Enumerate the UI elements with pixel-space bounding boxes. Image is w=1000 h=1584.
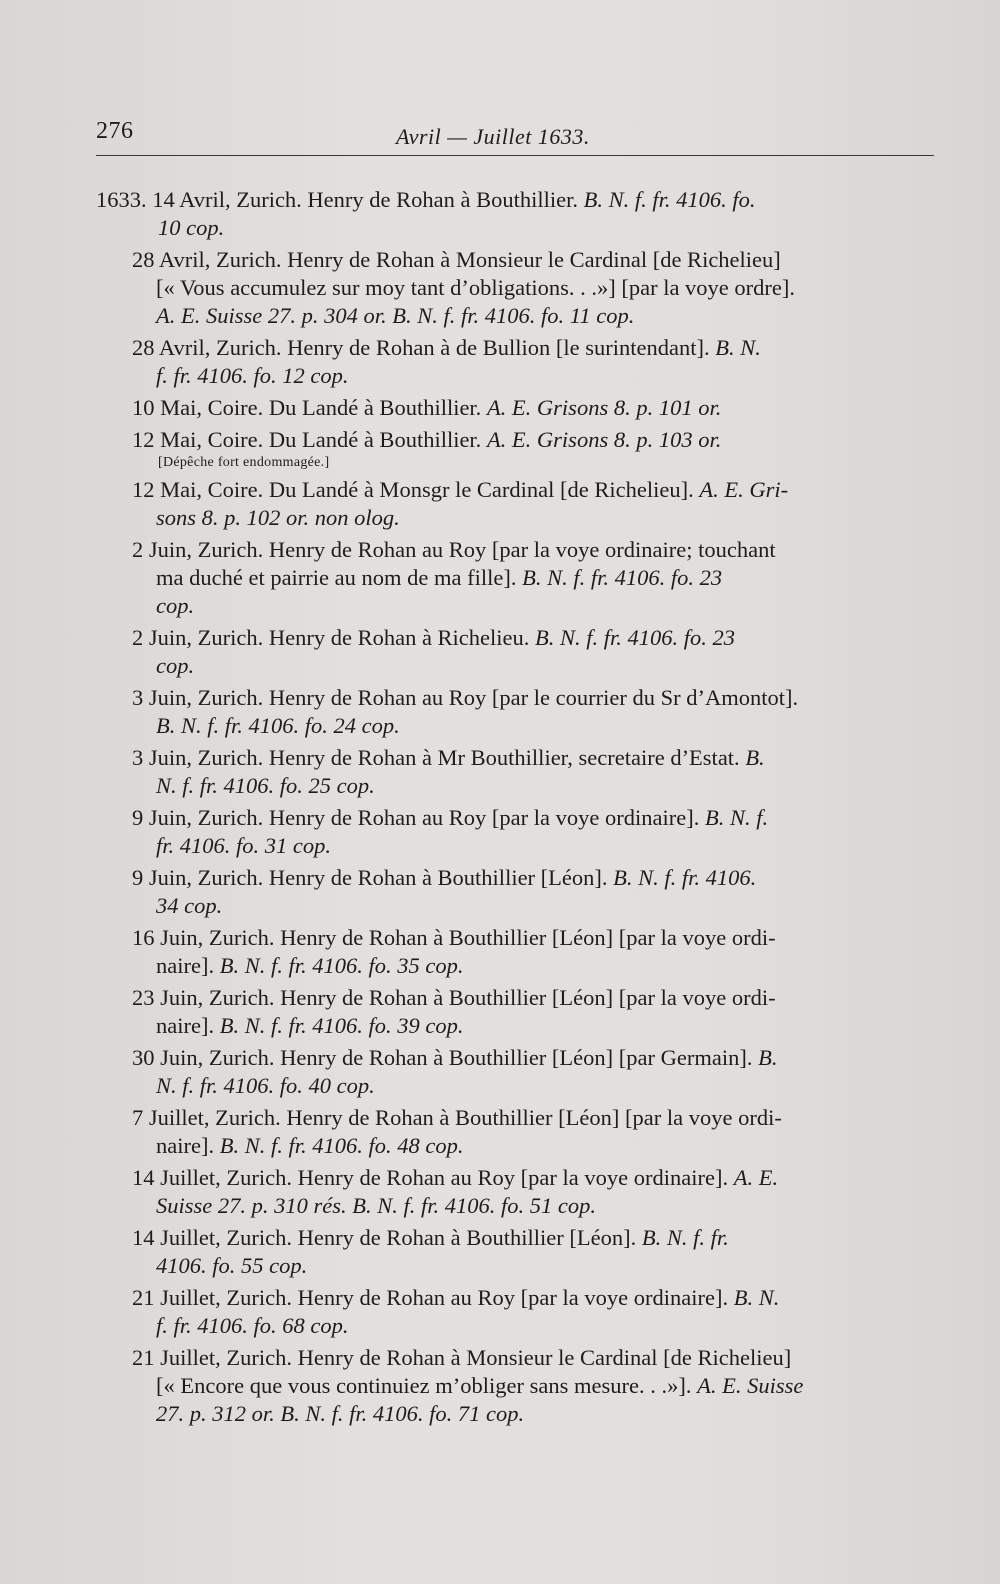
entry-line [156,302,936,330]
entry-line [156,504,936,532]
entry-reference: B. N. [733,1285,780,1310]
entry-reference: B. N. f. fr. 4106. fo. 48 cop. [219,1133,464,1158]
entry-line [156,832,936,860]
entry [96,924,936,980]
entry-reference: fr. 4106. fo. 31 cop. [156,833,332,858]
entry-line [156,652,936,680]
entry-reference: sons 8. p. 102 or. non olog. [156,505,400,530]
entry [96,804,936,860]
entry-text: 14 Juillet, Zurich. Henry de Rohan au Roy [par la voye ordinaire]. [132,1165,734,1190]
page-header [96,118,936,158]
entry-line [156,1012,936,1040]
entry-line [132,1224,936,1252]
entry-text: 23 Juin, Zurich. Henry de Rohan à Bouthillier [Léon] [par la voye ordi- [132,985,776,1010]
entry-reference: A. E. Suisse [697,1373,804,1398]
entry-line [96,186,936,214]
entry-line [156,1400,936,1428]
entry-reference: A. E. Grisons 8. p. 101 or. [486,395,722,420]
entry-reference: B. N. f. fr. 4106. fo. 39 cop. [219,1013,464,1038]
entry-reference: cop. [156,593,195,618]
running-title: Avril — Juillet 1633. [396,124,590,149]
entry-line [156,772,936,800]
entry-line [132,1044,936,1072]
entry-text: 3 Juin, Zurich. Henry de Rohan au Roy [par le courrier du Sr d’Amontot]. [132,685,799,710]
entry-line [156,1192,936,1220]
entry-line [132,1284,936,1312]
entry-line [156,1252,936,1280]
entry-text: 2 Juin, Zurich. Henry de Rohan à Richelieu. [132,625,536,650]
entry-line [132,624,936,652]
entry-line [132,536,936,564]
entry-reference: N. f. fr. 4106. fo. 25 cop. [156,773,375,798]
entry-reference: 10 cop. [158,215,225,240]
entry-text: 3 Juin, Zurich. Henry de Rohan à Mr Bouthillier, secretaire d’Estat. [132,745,746,770]
entry-reference: 34 cop. [156,893,223,918]
entry-text: 28 Avril, Zurich. Henry de Rohan à Monsieur le Cardinal [de Richelieu] [132,247,781,272]
entry-text: 2 Juin, Zurich. Henry de Rohan au Roy [par la voye ordinaire; touchant [132,537,776,562]
entry-text: 21 Juillet, Zurich. Henry de Rohan à Monsieur le Cardinal [de Richelieu] [132,1345,792,1370]
entry [96,984,936,1040]
entry [96,684,936,740]
entry-text: 9 Juin, Zurich. Henry de Rohan au Roy [par la voye ordinaire]. [132,805,705,830]
entry-line [158,214,936,242]
entry-text: 12 Mai, Coire. Du Landé à Monsgr le Cardinal [de Richelieu]. [132,477,700,502]
entry-text: 14 Juillet, Zurich. Henry de Rohan à Bouthillier [Léon]. [132,1225,642,1250]
entry [96,476,936,532]
entry-line [132,476,936,504]
entry-list [96,186,936,1432]
entry-line [156,1132,936,1160]
entry-line [156,1072,936,1100]
entry-reference: N. f. fr. 4106. fo. 40 cop. [156,1073,375,1098]
page-number: 276 [96,118,134,144]
entry-line [132,864,936,892]
entry [96,1224,936,1280]
entry-line [132,1104,936,1132]
entry [96,1104,936,1160]
entry-text: 16 Juin, Zurich. Henry de Rohan à Bouthillier [Léon] [par la voye ordi- [132,925,776,950]
entry-line [132,1344,936,1372]
entry [96,624,936,680]
entry-reference: 27. p. 312 or. B. N. f. fr. 4106. fo. 71 cop. [156,1401,525,1426]
entry-text: 7 Juillet, Zurich. Henry de Rohan à Bouthillier [Léon] [par la voye ordi- [132,1105,782,1130]
entry-reference: 4106. fo. 55 cop. [156,1253,308,1278]
entry-line [132,924,936,952]
entry-reference: Suisse 27. p. 310 rés. B. N. f. fr. 4106. fo. 51 cop. [156,1193,597,1218]
entry-reference: B. N. f. fr. 4106. fo. 24 cop. [156,713,400,738]
entry [96,246,936,330]
entry-text: 1633. 14 Avril, Zurich. Henry de Rohan à Bouthillier. [96,187,584,212]
entry-line [132,334,936,362]
entry-line [156,952,936,980]
entry-reference: A. E. Grisons 8. p. 103 or. [486,427,722,452]
entry-reference: B. N. f. fr. 4106. fo. [583,187,756,212]
entry-reference: A. E. Suisse 27. p. 304 or. B. N. f. fr. 4106. fo. 11 cop. [156,303,635,328]
header-rule [96,155,934,156]
entry-reference: A. E. Gri- [699,477,789,502]
entry-reference: B. N. f. [704,805,769,830]
entry-text: [« Vous accumulez sur moy tant d’obligations. . .»] [par la voye ordre]. [156,275,796,300]
entry-reference: f. fr. 4106. fo. 68 cop. [156,1313,349,1338]
entry-text: 28 Avril, Zurich. Henry de Rohan à de Bullion [le surintendant]. [132,335,716,360]
entry-text: 9 Juin, Zurich. Henry de Rohan à Bouthillier [Léon]. [132,865,614,890]
entry-text: ma duché et pairrie au nom de ma fille]. [156,565,523,590]
entry [96,1044,936,1100]
entry-reference: B. N. f. fr. 4106. fo. 23 [522,565,723,590]
entry [96,394,936,422]
entry-reference: B. N. f. fr. 4106. fo. 35 cop. [219,953,464,978]
entry-note: [Dépêche fort endommagée.] [158,455,330,470]
entry [96,186,936,242]
entry [96,536,936,620]
entry-reference: B. N. f. fr. 4106. [613,865,757,890]
entry-line [156,564,936,592]
entry-text: naire]. [156,1013,220,1038]
entry-line [132,426,936,454]
entry-text: 10 Mai, Coire. Du Landé à Bouthillier. [132,395,487,420]
entry-line [156,592,936,620]
entry-line [156,274,936,302]
entry-reference: B. N. f. fr. 4106. fo. 23 [535,625,736,650]
entry-line [132,246,936,274]
entry-text: naire]. [156,953,220,978]
entry [96,1284,936,1340]
entry-line [156,712,936,740]
entry-text: 21 Juillet, Zurich. Henry de Rohan au Roy [par la voye ordinaire]. [132,1285,734,1310]
entry-reference: B. [758,1045,778,1070]
entry-text: 30 Juin, Zurich. Henry de Rohan à Bouthillier [Léon] [par Germain]. [132,1045,759,1070]
entry-text: [« Encore que vous continuiez m’obliger sans mesure. . .»]. [156,1373,698,1398]
entry-line [132,394,936,422]
entry-text: 12 Mai, Coire. Du Landé à Bouthillier. [132,427,487,452]
entry-reference: A. E. [733,1165,779,1190]
entry [96,1164,936,1220]
entry-line [156,362,936,390]
entry-line [156,1372,936,1400]
entry-text: naire]. [156,1133,220,1158]
entry-reference: B. N. [715,335,761,360]
entry [96,1344,936,1428]
entry-reference: cop. [156,653,195,678]
entry-reference: f. fr. 4106. fo. 12 cop. [156,363,349,388]
entry [96,334,936,390]
entry-reference: B. N. f. fr. [641,1225,729,1250]
entry [96,864,936,920]
entry-line [132,804,936,832]
entry-line [156,892,936,920]
entry-line [132,744,936,772]
entry-reference: B. [745,745,765,770]
entry [96,744,936,800]
entry-line [132,984,936,1012]
entry-line [132,684,936,712]
entry [96,426,936,472]
entry-line [132,1164,936,1192]
entry-line [156,1312,936,1340]
